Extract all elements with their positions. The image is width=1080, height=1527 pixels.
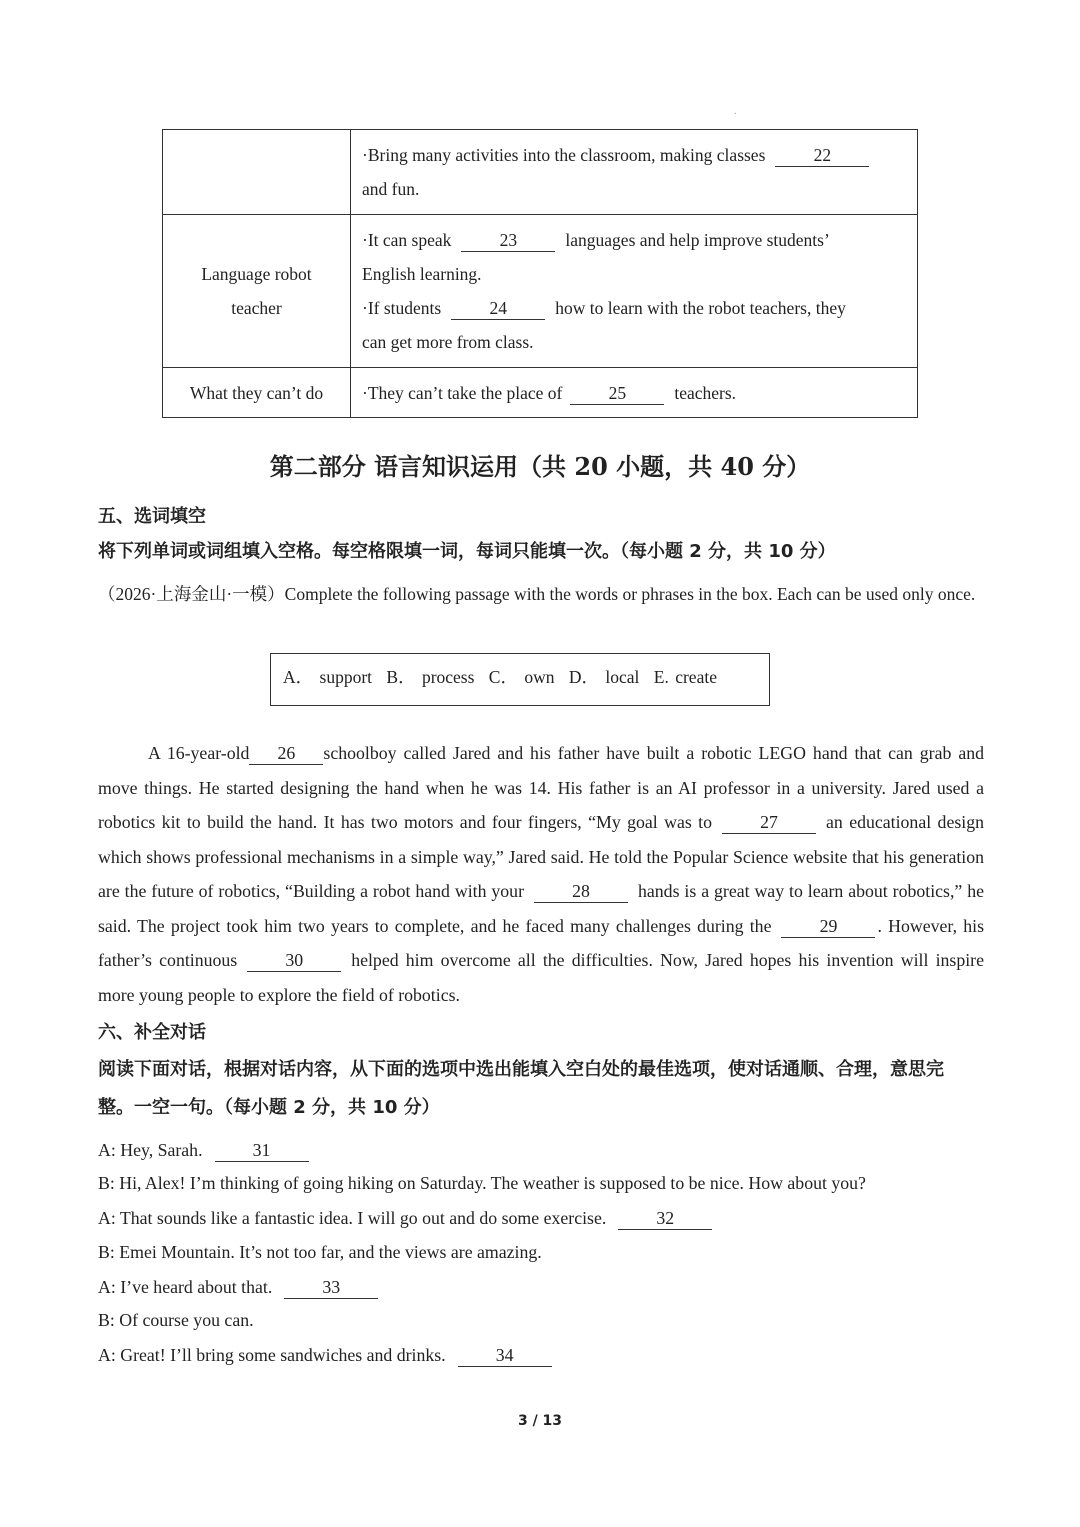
dialogue-line: A: I’ve heard about that. 33 — [98, 1276, 384, 1299]
dialogue-line: A: Great! I’ll bring some sandwiches and drinks. 34 — [98, 1344, 558, 1367]
section-title: 五、选词填空 — [98, 506, 206, 527]
blank-31[interactable]: 31 — [215, 1139, 309, 1162]
word-option: D． local — [568, 667, 640, 687]
word-box — [270, 653, 770, 706]
table-cell-label: What they can’t do — [163, 368, 351, 418]
blank-30[interactable]: 30 — [247, 949, 341, 972]
word-option: E. create — [653, 667, 717, 687]
table-row — [163, 368, 918, 418]
dialogue-line: A: Hey, Sarah. 31 — [98, 1139, 315, 1162]
section-instruction: 将下列单词或词组填入空格。每空格限填一词，每词只能填一次。（每小题 2 分，共 10 分） — [98, 541, 836, 562]
table-row — [163, 130, 918, 215]
table-cell: ·It can speak 23 languages and help improve students’ English learning. ·If students 24 how to learn with the robot teachers, they can get more from class. — [351, 215, 918, 368]
table-cell: ·Bring many activities into the classroom, making classes 22 and fun. — [351, 130, 918, 215]
blank-23[interactable]: 23 — [461, 229, 555, 252]
word-option: A． support — [283, 667, 373, 687]
section-instruction: 阅读下面对话，根据对话内容，从下面的选项中选出能填入空白处的最佳选项，使对话通顺、合理，意思完整。一空一句。（每小题 2 分，共 10 分） — [98, 1059, 944, 1118]
part-heading: 第二部分 语言知识运用（共 20 小题，共 40 分） — [269, 452, 811, 481]
dialogue-line: B: Emei Mountain. It’s not too far, and the views are amazing. — [98, 1242, 542, 1262]
blank-34[interactable]: 34 — [458, 1344, 552, 1367]
table-row — [163, 215, 918, 368]
blank-22[interactable]: 22 — [775, 144, 869, 167]
blank-24[interactable]: 24 — [451, 297, 545, 320]
word-option: C． own — [488, 667, 555, 687]
cloze-passage: A 16-year-old 26 schoolboy called Jared and his father have built a robotic LEGO hand that can grab and move things. He started designing the hand when he was 14. His father is an AI professor in a university. Jared used a robotics kit to build the hand. It has two motors and four fingers, “My goal was to 27 an educational design which shows professional mechanisms in a simple way,” Jared said. He told the Popular Science website that his generation are the future of robotics, “Building a robot hand with your 28 hands is a great way to learn about robotics,” he said. The project took him two years to complete, and he faced many challenges during the 29 . However, his father’s continuous 30 helped him overcome all the difficulties. Now, Jared hopes his invention will inspire more young people to explore the field of robotics. — [98, 743, 984, 1005]
section-intro: （2026·上海金山·一模）Complete the following passage with the words or phrases in the box. Each can be used only once. — [98, 584, 976, 604]
blank-32[interactable]: 32 — [618, 1207, 712, 1230]
dialogue-line: A: That sounds like a fantastic idea. I will go out and do some exercise. 32 — [98, 1207, 718, 1230]
robot-teacher-table — [162, 129, 918, 418]
word-option: B． process — [386, 667, 475, 687]
table-cell-label: Language robot teacher — [163, 215, 351, 368]
page-number: 3 / 13 — [517, 1413, 563, 1429]
dialogue-line: B: Hi, Alex! I’m thinking of going hiking on Saturday. The weather is supposed to be nice. How about you? — [98, 1173, 866, 1193]
blank-33[interactable]: 33 — [284, 1276, 378, 1299]
blank-28[interactable]: 28 — [534, 880, 628, 903]
section-title: 六、补全对话 — [98, 1022, 206, 1043]
blank-26[interactable]: 26 — [249, 742, 323, 765]
blank-29[interactable]: 29 — [781, 915, 875, 938]
dialogue-line: B: Of course you can. — [98, 1310, 254, 1330]
scan-speck: . — [734, 106, 737, 117]
blank-25[interactable]: 25 — [570, 382, 664, 405]
blank-27[interactable]: 27 — [722, 811, 816, 834]
table-cell: ·They can’t take the place of 25 teachers. — [351, 368, 918, 418]
table-cell-empty — [163, 130, 351, 215]
